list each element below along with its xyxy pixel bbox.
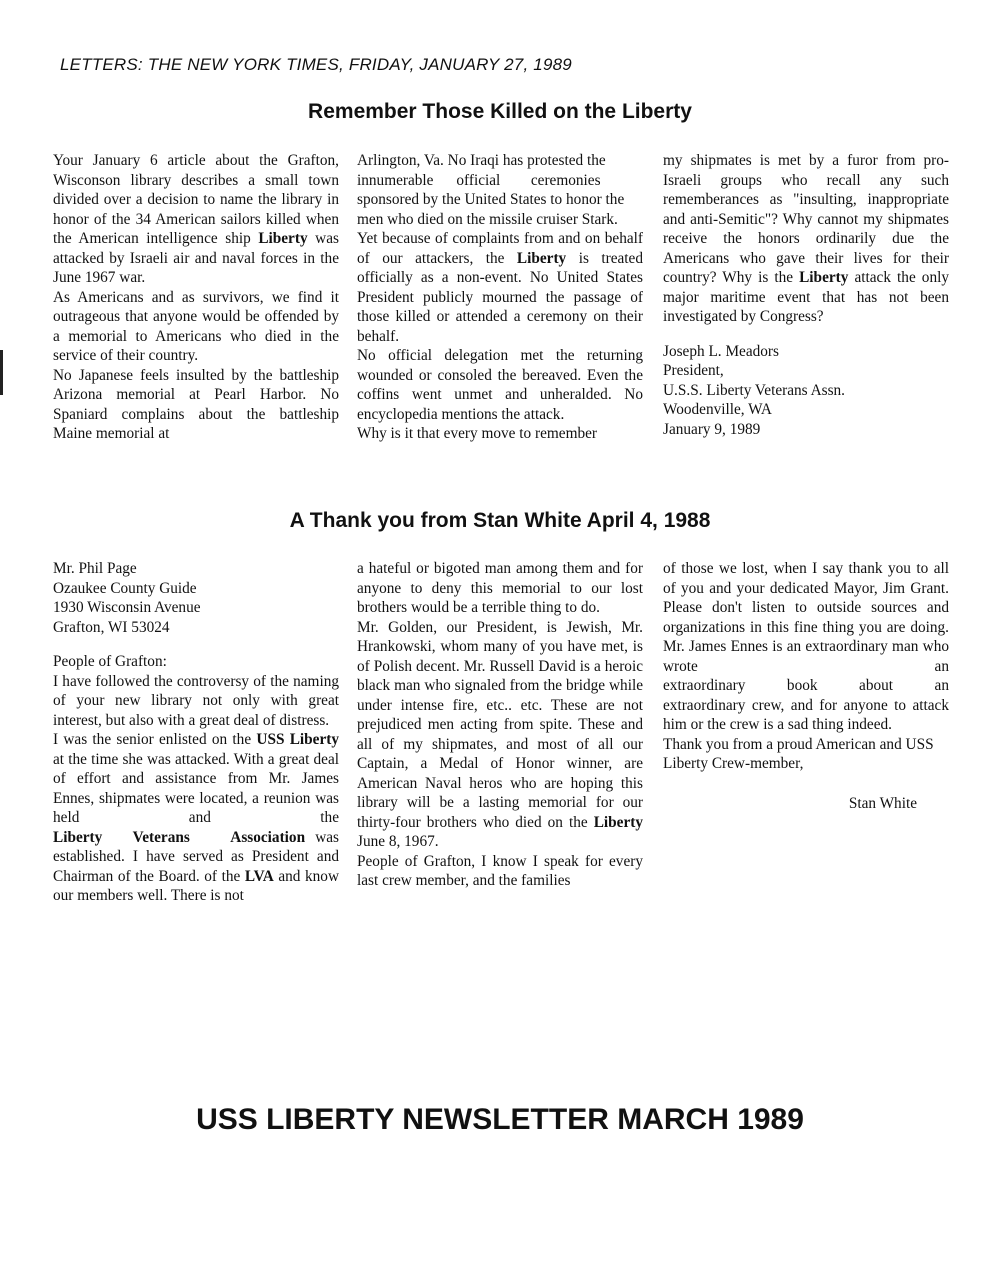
address-line: 1930 Wisconsin Avenue [53,599,201,616]
letter1-signature [663,342,949,440]
signature-title: President, [663,362,724,379]
letter1-paragraph-3a: No Japanese feels insulted by the battleship Arizona memorial at Pearl Harbor. No Spaniard complains about the battleship Maine memorial at [53,366,339,442]
address-line: Ozaukee County Guide [53,579,197,597]
letter2-paragraph-4a: People of Grafton, I know I speak for every last crew member, and the families [357,852,643,889]
letter1-paragraph-2: As Americans and as survivors, we find it outrageous that anyone would be offended by a memorial to Americans who died in the service of their country. [53,288,339,364]
letter2-column-3 [663,559,949,813]
letter1-headline: Remember Those Killed on the Liberty [308,100,692,123]
salutation: People of Grafton: [53,653,167,670]
letter2-paragraph-1: I have followed the controversy of the naming of your new library not only with great interest, but also with a great deal of distress. [53,672,339,729]
letter1-paragraph-3b: Arlington, Va. No Iraqi has protested the innumerable official ceremonies sponsored by the United States to honor the men who died on the missile cruiser Stark. [357,152,625,228]
dateline: LETTERS: THE NEW YORK TIMES, FRIDAY, JANUARY 27, 1989 [60,55,572,74]
letter2-paragraph-2b: a hateful or bigoted man among them and for anyone to deny this memorial to our lost brothers would be a terrible thing to do. [357,560,643,616]
recipient-address [53,559,339,637]
signature-name: Joseph L. Meadors [663,342,779,360]
letter1-paragraph-6a: Why is it that every move to remember [357,425,597,442]
signature-date: January 9, 1989 [663,420,761,438]
letter2-paragraph-3: Mr. Golden, our President, is Jewish, Mr. Hrankowski, whom many of you have met, is of Polish decent. Mr. Russell David is a heroic black man who signaled from the bridge while under intense fire, etc.. etc. These are not prejudiced men acting from spite. These and all of my shipmates, and most of all our Captain, a Medal of Honor winner, are American Naval heros who are hoping this library will be a lasting memorial for our thirty-four brothers who died on the Liberty June 8, 1967. [357,618,643,850]
letter1-paragraph-4: Yet because of complaints from and on behalf of our attackers, the Liberty is treated officially as a non-event. No United States President publicly mourned the passage of those killed or attended a ceremony on their behalf. [357,230,643,345]
letter1-column-2 [357,151,643,444]
letter2-column-1 [53,559,339,906]
scan-margin-mark [0,350,3,395]
letter1-paragraph-1: Your January 6 article about the Grafton, Wisconson library describes a small town divided over a decision to name the library in honor of the 34 American sailors killed when the American intelligence ship Liberty was attacked by Israeli air and naval forces in the June 1967 war. [53,152,339,286]
letter2-paragraph-4b: of those we lost, when I say thank you to all of you and your dedicated Mayor, Jim Grant. Please don't listen to outside sources and organizations in this fine thing you are doing. Mr. James Ennes is an extraordinary man who wrote an extraordinary book about an extraordinary crew, and for anyone to attack him or the crew is a sad thing indeed. [663,560,949,733]
letter1-paragraph-5: No official delegation met the returning wounded or consoled the bereaved. Even the coffins went unmet and unheralded. No encyclopedia mentions the attack. [357,347,643,423]
letter1-paragraph-6b: my shipmates is met by a furor from pro-Israeli groups who recall any such rememberances as "insulting, inappropriate and anti-Semitic"? Why cannot my shipmates receive the honors ordinarily due the Americans who gave their lives for their country? Why is the Liberty attack the only major maritime event that has not been investigated by Congress? [663,152,949,325]
letter2-signoff: Stan White [848,794,917,812]
letter2-paragraph-5: Thank you from a proud American and USS Liberty Crew-member, [663,735,934,772]
address-line: Grafton, WI 53024 [53,618,170,636]
address-line: Mr. Phil Page [53,560,137,577]
letter2-paragraph-2a: I was the senior enlisted on the USS Liberty at the time she was attacked. With a great deal of effort and assistance from Mr. James Ennes, shipmates were located, a reunion was held and the Liberty Veterans Association was established. I have served as President and Chairman of the Board. of the LVA and know our members well. There is not [53,731,339,904]
letter2-column-2 [357,559,643,891]
signature-organization: U.S.S. Liberty Veterans Assn. [663,381,846,399]
letter1-column-1 [53,151,339,444]
letter2-headline: A Thank you from Stan White April 4, 1988 [289,509,711,532]
newsletter-footer: USS LIBERTY NEWSLETTER MARCH 1989 [196,1103,804,1136]
letter1-column-3 [663,151,949,439]
signature-location: Woodenville, WA [663,401,772,418]
